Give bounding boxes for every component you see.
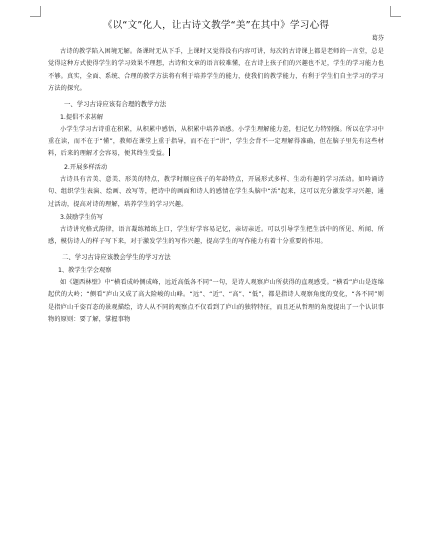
section-heading-1: 一、学习古诗应该有合理的教学方法 bbox=[64, 99, 167, 108]
crop-mark-top-right bbox=[390, 6, 391, 17]
paragraph-4: 如《题西林壁》中“横看成岭侧成峰，远近高低各不同”一句，是诗人观察庐山所获得的直观感受。“横看”庐山是连绵起伏的大岭；“侧看”庐山又成了高大险峻的山峰。“远”、“近”、“高”、“低”，都是指诗人观察角度的变化，“各不同”则是指庐山千姿百态的景观描绘，诗人从不同的观察点不仅看到了庐山的独特特征，而且还从哲理的角度提出了一个认识事物的原则：要了解，掌握事物 bbox=[48, 278, 384, 324]
paragraph-3: 古诗讲究格式韵律，语言凝练精练上口，学生好学容易记忆，亲切亲近。可以引导学生把生活中的所见、所闻、所感，模仿诗人的样子写下来，对于激发学生的写作兴趣，提高学生的写作能力有着十分重要的作用。 bbox=[48, 226, 384, 246]
document-title: 《以“文”化人，让古诗文教学“美”在其中》学习心得 bbox=[102, 20, 330, 31]
paragraph-intro: 古诗的教学陷入困境无解。备课时无从下手，上课时又觉得没有内容可讲，每次的古诗课上都是老师的一言堂，总是觉得这种方式使得学生的学习效果不理想，古诗和文章的语言较难懂，在古诗上孩子们的兴趣也不足，学生的学习能力也不够。真实，全面、系统、合理的教学方法将有利于培养学生的能力，使我们的教学能力，有利于学生们自主学习的学习方法的探究。 bbox=[48, 48, 384, 93]
section-heading-2: 二、学习古诗应该教会学生的学习方法 bbox=[62, 252, 171, 261]
subheading-4: 1、教学生学会观察 bbox=[58, 266, 112, 274]
text-cursor bbox=[169, 148, 170, 156]
crop-mark-top-left bbox=[40, 6, 41, 17]
document-body[interactable] bbox=[48, 19, 384, 327]
subheading-1: 1.提倡不求甚解 bbox=[60, 113, 104, 121]
document-author: 葛芬 bbox=[371, 35, 384, 42]
paragraph-2: 古诗具有音美、意美、形美的特点，教学时顺应孩子的年龄特点，开展形式多样、生动有趣的学习活动。如吟诵诗句、组织学生表演、绘画、改写等，把诗中的画面和诗人的感情在学生头脑中“活”起来，这可以充分激发学习兴趣，通过活动，提高对诗的理解，培养学生的学习兴趣。 bbox=[48, 175, 384, 208]
crop-mark-top-right bbox=[390, 16, 401, 17]
paragraph-1: 小学生学习古诗重在积累，从积累中感悟，从积累中培养语感。小学生理解能力差，但记忆力特别强。所以在学习中重在读，而不在于“懂”，教师在课堂上重于指导，而不在于“讲”，学生会背不一定理解得准确，但在脑子里先有这些材料，后来的理解才会容易，便其终生受益。 bbox=[48, 125, 384, 158]
subheading-2: 2.开展多样活动 bbox=[64, 163, 108, 171]
subheading-3: 3.鼓励学生仿写 bbox=[60, 214, 104, 222]
